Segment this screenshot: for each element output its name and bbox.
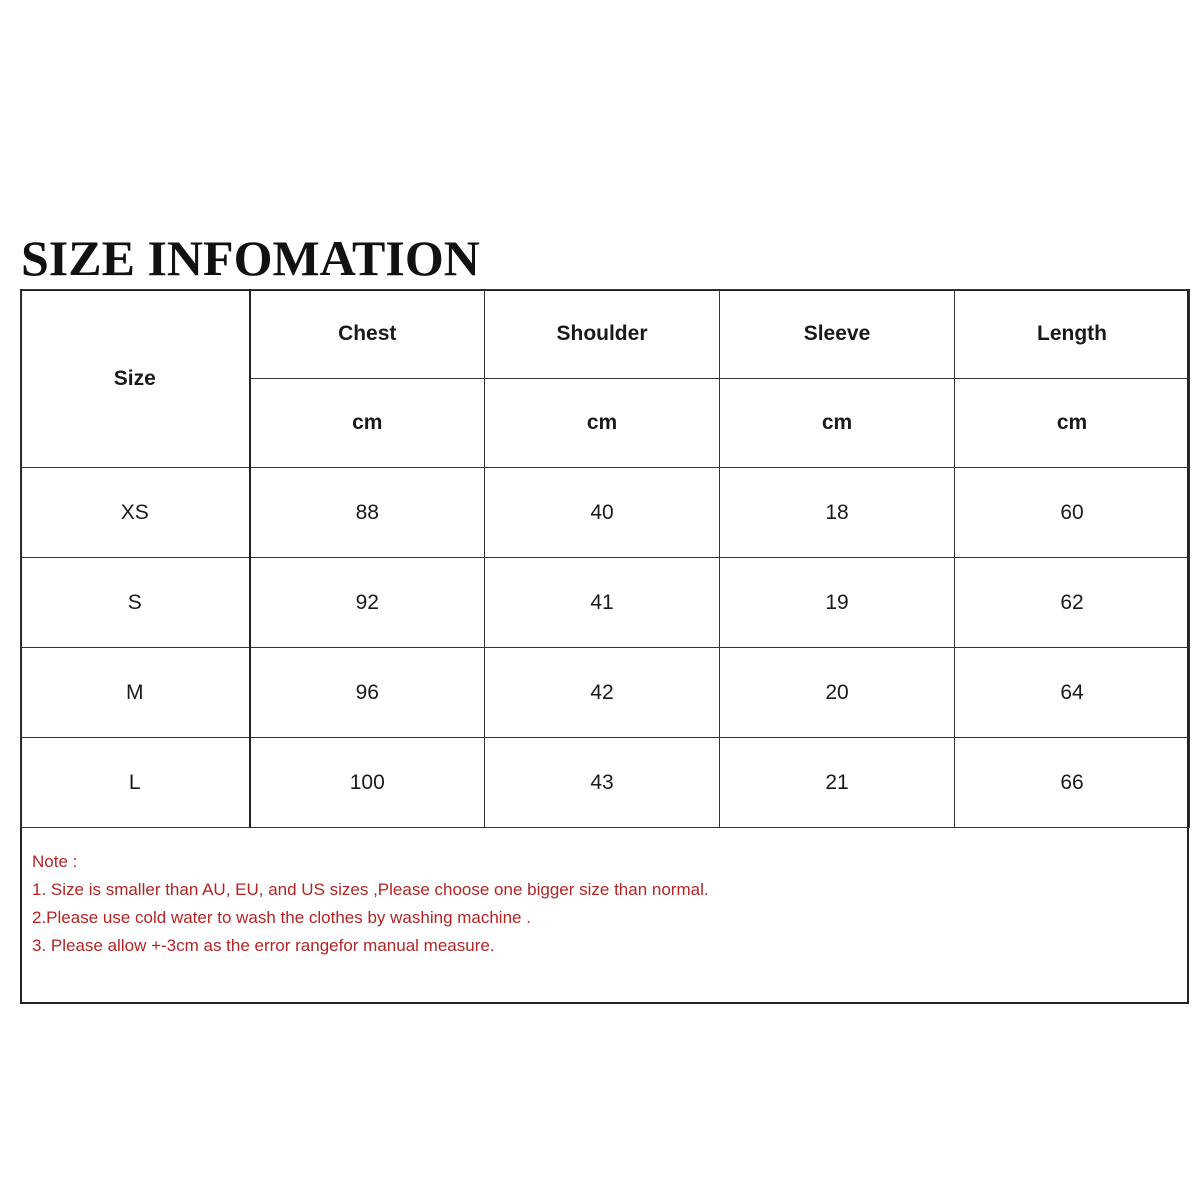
sleeve-value: 19 bbox=[720, 558, 955, 648]
chest-value: 88 bbox=[250, 468, 485, 558]
column-header-sleeve: Sleeve bbox=[720, 290, 955, 379]
length-value: 64 bbox=[955, 648, 1190, 738]
shoulder-value: 40 bbox=[485, 468, 720, 558]
size-label: XS bbox=[21, 468, 250, 558]
unit-shoulder: cm bbox=[485, 379, 720, 468]
length-value: 60 bbox=[955, 468, 1190, 558]
length-value: 66 bbox=[955, 738, 1190, 828]
size-table bbox=[20, 289, 1190, 828]
sleeve-value: 21 bbox=[720, 738, 955, 828]
table-row bbox=[21, 468, 1190, 558]
length-value: 62 bbox=[955, 558, 1190, 648]
shoulder-value: 41 bbox=[485, 558, 720, 648]
size-label: M bbox=[21, 648, 250, 738]
size-label: S bbox=[21, 558, 250, 648]
sleeve-value: 18 bbox=[720, 468, 955, 558]
size-label: L bbox=[21, 738, 250, 828]
column-header-shoulder: Shoulder bbox=[485, 290, 720, 379]
note-item: 1. Size is smaller than AU, EU, and US sizes ,Please choose one bigger size than normal. bbox=[32, 880, 709, 899]
unit-length: cm bbox=[955, 379, 1190, 468]
notes-heading: Note : bbox=[32, 852, 78, 871]
note-item: 2.Please use cold water to wash the clothes by washing machine . bbox=[32, 908, 531, 927]
note-item: 3. Please allow +-3cm as the error rangefor manual measure. bbox=[32, 936, 495, 955]
chest-value: 100 bbox=[250, 738, 485, 828]
column-header-chest: Chest bbox=[250, 290, 485, 379]
page-title: SIZE INFOMATION bbox=[21, 230, 480, 286]
notes-section bbox=[32, 848, 1172, 960]
unit-sleeve: cm bbox=[720, 379, 955, 468]
size-column-header: Size bbox=[21, 290, 250, 468]
sleeve-value: 20 bbox=[720, 648, 955, 738]
chest-value: 96 bbox=[250, 648, 485, 738]
shoulder-value: 42 bbox=[485, 648, 720, 738]
unit-chest: cm bbox=[250, 379, 485, 468]
column-header-length: Length bbox=[955, 290, 1190, 379]
chest-value: 92 bbox=[250, 558, 485, 648]
shoulder-value: 43 bbox=[485, 738, 720, 828]
table-row bbox=[21, 558, 1190, 648]
table-row bbox=[21, 648, 1190, 738]
header-row bbox=[21, 290, 1190, 379]
table-row bbox=[21, 738, 1190, 828]
